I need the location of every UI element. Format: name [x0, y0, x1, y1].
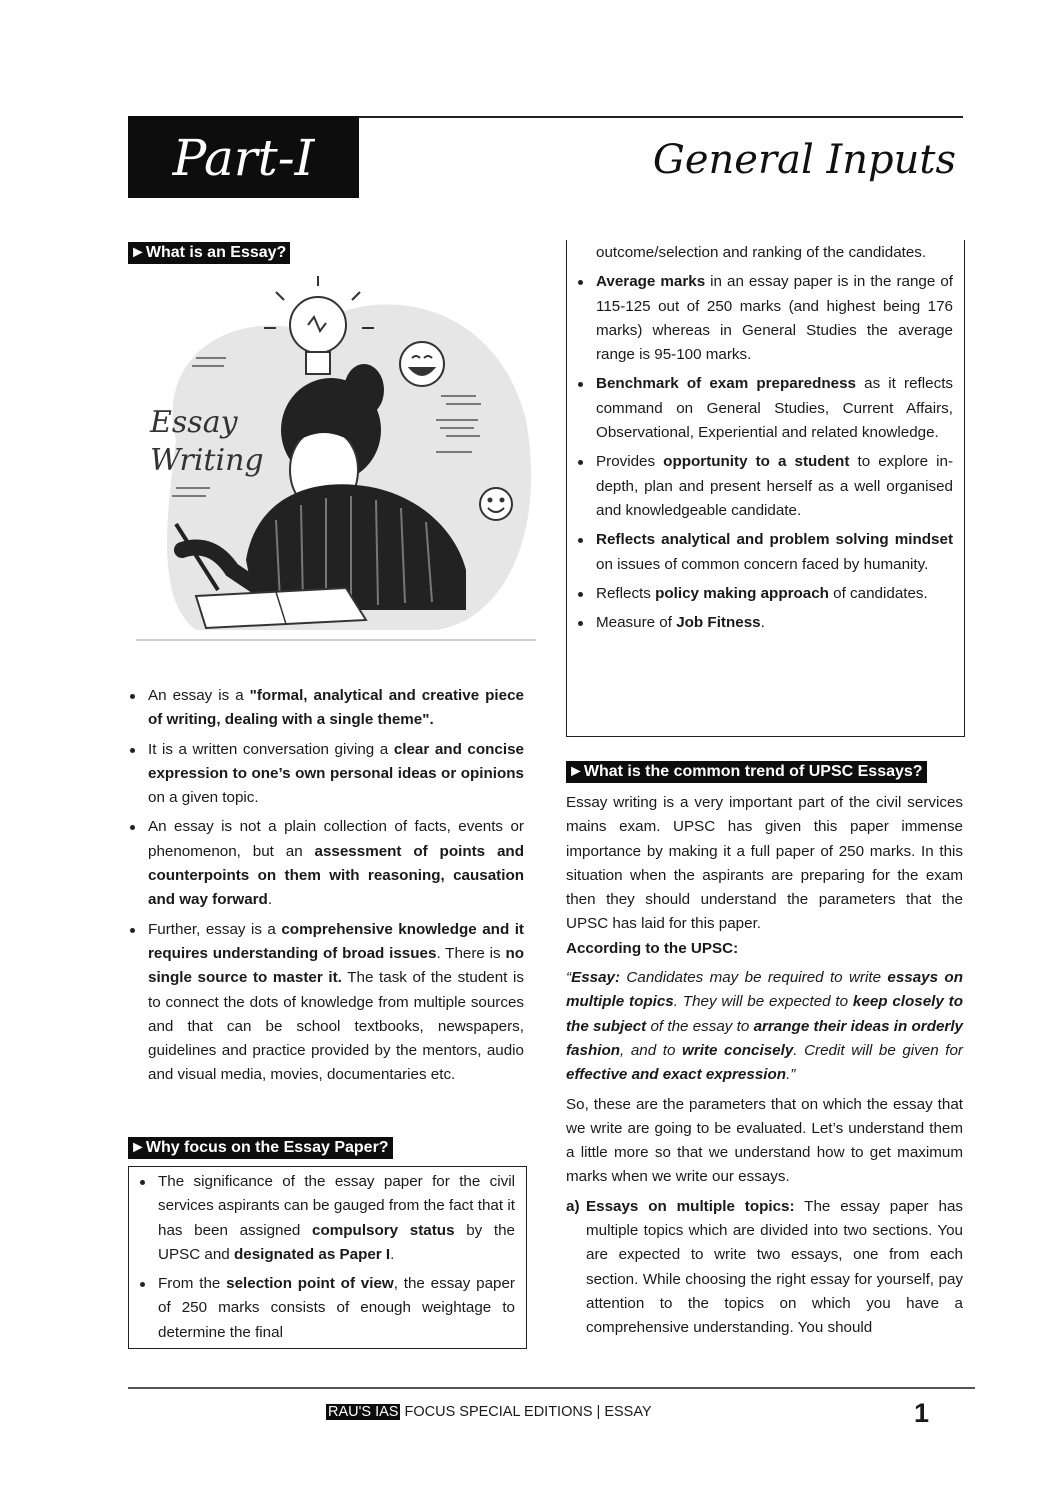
list-item: Average marks in an essay paper is in the range of 115-125 out of 250 marks (and highest being 176 marks) whereas in General Studies the average range is 95-100 marks. — [576, 270, 953, 367]
list-item: It is a written conversation giving a clear and concise expression to one’s own personal ideas or opinions on a given topic. — [128, 738, 524, 811]
list-item: Further, essay is a comprehensive knowledge and it requires understanding of broad issues. There is no single source to master it. The task of the student is to connect the dots of knowledge from multiple sources and that can be school textbooks, newspapers, guidelines and practice provided by the mentors, audio and visual media, movies, documentaries etc. — [128, 918, 524, 1088]
according-label: According to the UPSC: — [566, 939, 739, 957]
list-item: Benchmark of exam preparedness as it reflects command on General Studies, Current Affairs, Observational, Experiential and related knowledge. — [576, 372, 953, 445]
why-focus-list-right — [576, 241, 953, 635]
list-item: The significance of the essay paper for the civil services aspirants can be gauged from the fact that it has been assigned compulsory status by the UPSC and designated as Paper I. — [138, 1170, 515, 1267]
paragraph: So, these are the parameters that on which the essay that we write are going to be evaluated. Let’s understand them a little more so that we understand how to get maximum marks when we write our essays. — [566, 1095, 963, 1186]
upsc-quote: “Essay: Candidates may be required to write essays on multiple topics. They will be expected to keep closely to the subject of the essay to arrange their ideas in orderly fashion, and to write concisely. Credit will be given for effective and exact expression.” — [566, 969, 963, 1084]
page-number: 1 — [914, 1398, 930, 1428]
illustration-caption-1: Essay — [150, 405, 238, 440]
essay-writing-illustration — [136, 270, 546, 670]
upsc-trend-body — [566, 791, 963, 1341]
section-heading-why-focus: ►Why focus on the Essay Paper? — [128, 1137, 393, 1159]
list-item: An essay is not a plain collection of facts, events or phenomenon, but an assessment of points and counterpoints on them with reasoning, causation and way forward. — [128, 815, 524, 912]
list-item-a: a) Essays on multiple topics: The essay paper has multiple topics which are divided into two sections. You are expected to write two essays, one from each section. While choosing the right essay for yourself, pay attention to the topics on which you have a comprehensive understanding. You should — [566, 1197, 963, 1337]
what-is-essay-list — [128, 684, 524, 1088]
illustration-caption-2: Writing — [150, 443, 264, 478]
footer-brand: RAU'S IAS — [328, 1404, 399, 1420]
list-item: From the selection point of view, the essay paper of 250 marks consists of enough weightage to determine the final — [138, 1272, 515, 1345]
section-heading-upsc-trend: ►What is the common trend of UPSC Essays? — [566, 761, 927, 783]
continued-text: outcome/selection and ranking of the candidates. — [596, 244, 927, 261]
paragraph: Essay writing is a very important part of the civil services mains exam. UPSC has given this paper immense importance by making it a full paper of 250 marks. In this situation when the aspirants are preparing for the exam then they should understand the parameters that the UPSC has laid for this paper. — [566, 794, 963, 933]
laughing-face-icon — [400, 342, 444, 386]
part-label: Part-I — [172, 129, 315, 187]
footer-text: RAU'S IAS FOCUS SPECIAL EDITIONS | ESSAY — [328, 1404, 652, 1420]
open-notebook — [196, 588, 366, 628]
smiling-face-icon — [480, 488, 512, 520]
why-focus-list-left — [138, 1170, 515, 1345]
footer-rule — [128, 1387, 975, 1389]
list-item: Reflects analytical and problem solving mindset on issues of common concern faced by humanity. — [576, 528, 953, 577]
page-title: General Inputs — [652, 137, 956, 183]
list-item: Provides opportunity to a student to explore in-depth, plan and present herself as a well organised and knowledgeable candidate. — [576, 450, 953, 523]
list-item: Measure of Job Fitness. — [576, 611, 953, 635]
list-item: Reflects policy making approach of candidates. — [576, 582, 953, 606]
section-heading-what-is-essay: ►What is an Essay? — [128, 242, 290, 264]
list-item: An essay is a "formal, analytical and creative piece of writing, dealing with a single theme". — [128, 684, 524, 733]
